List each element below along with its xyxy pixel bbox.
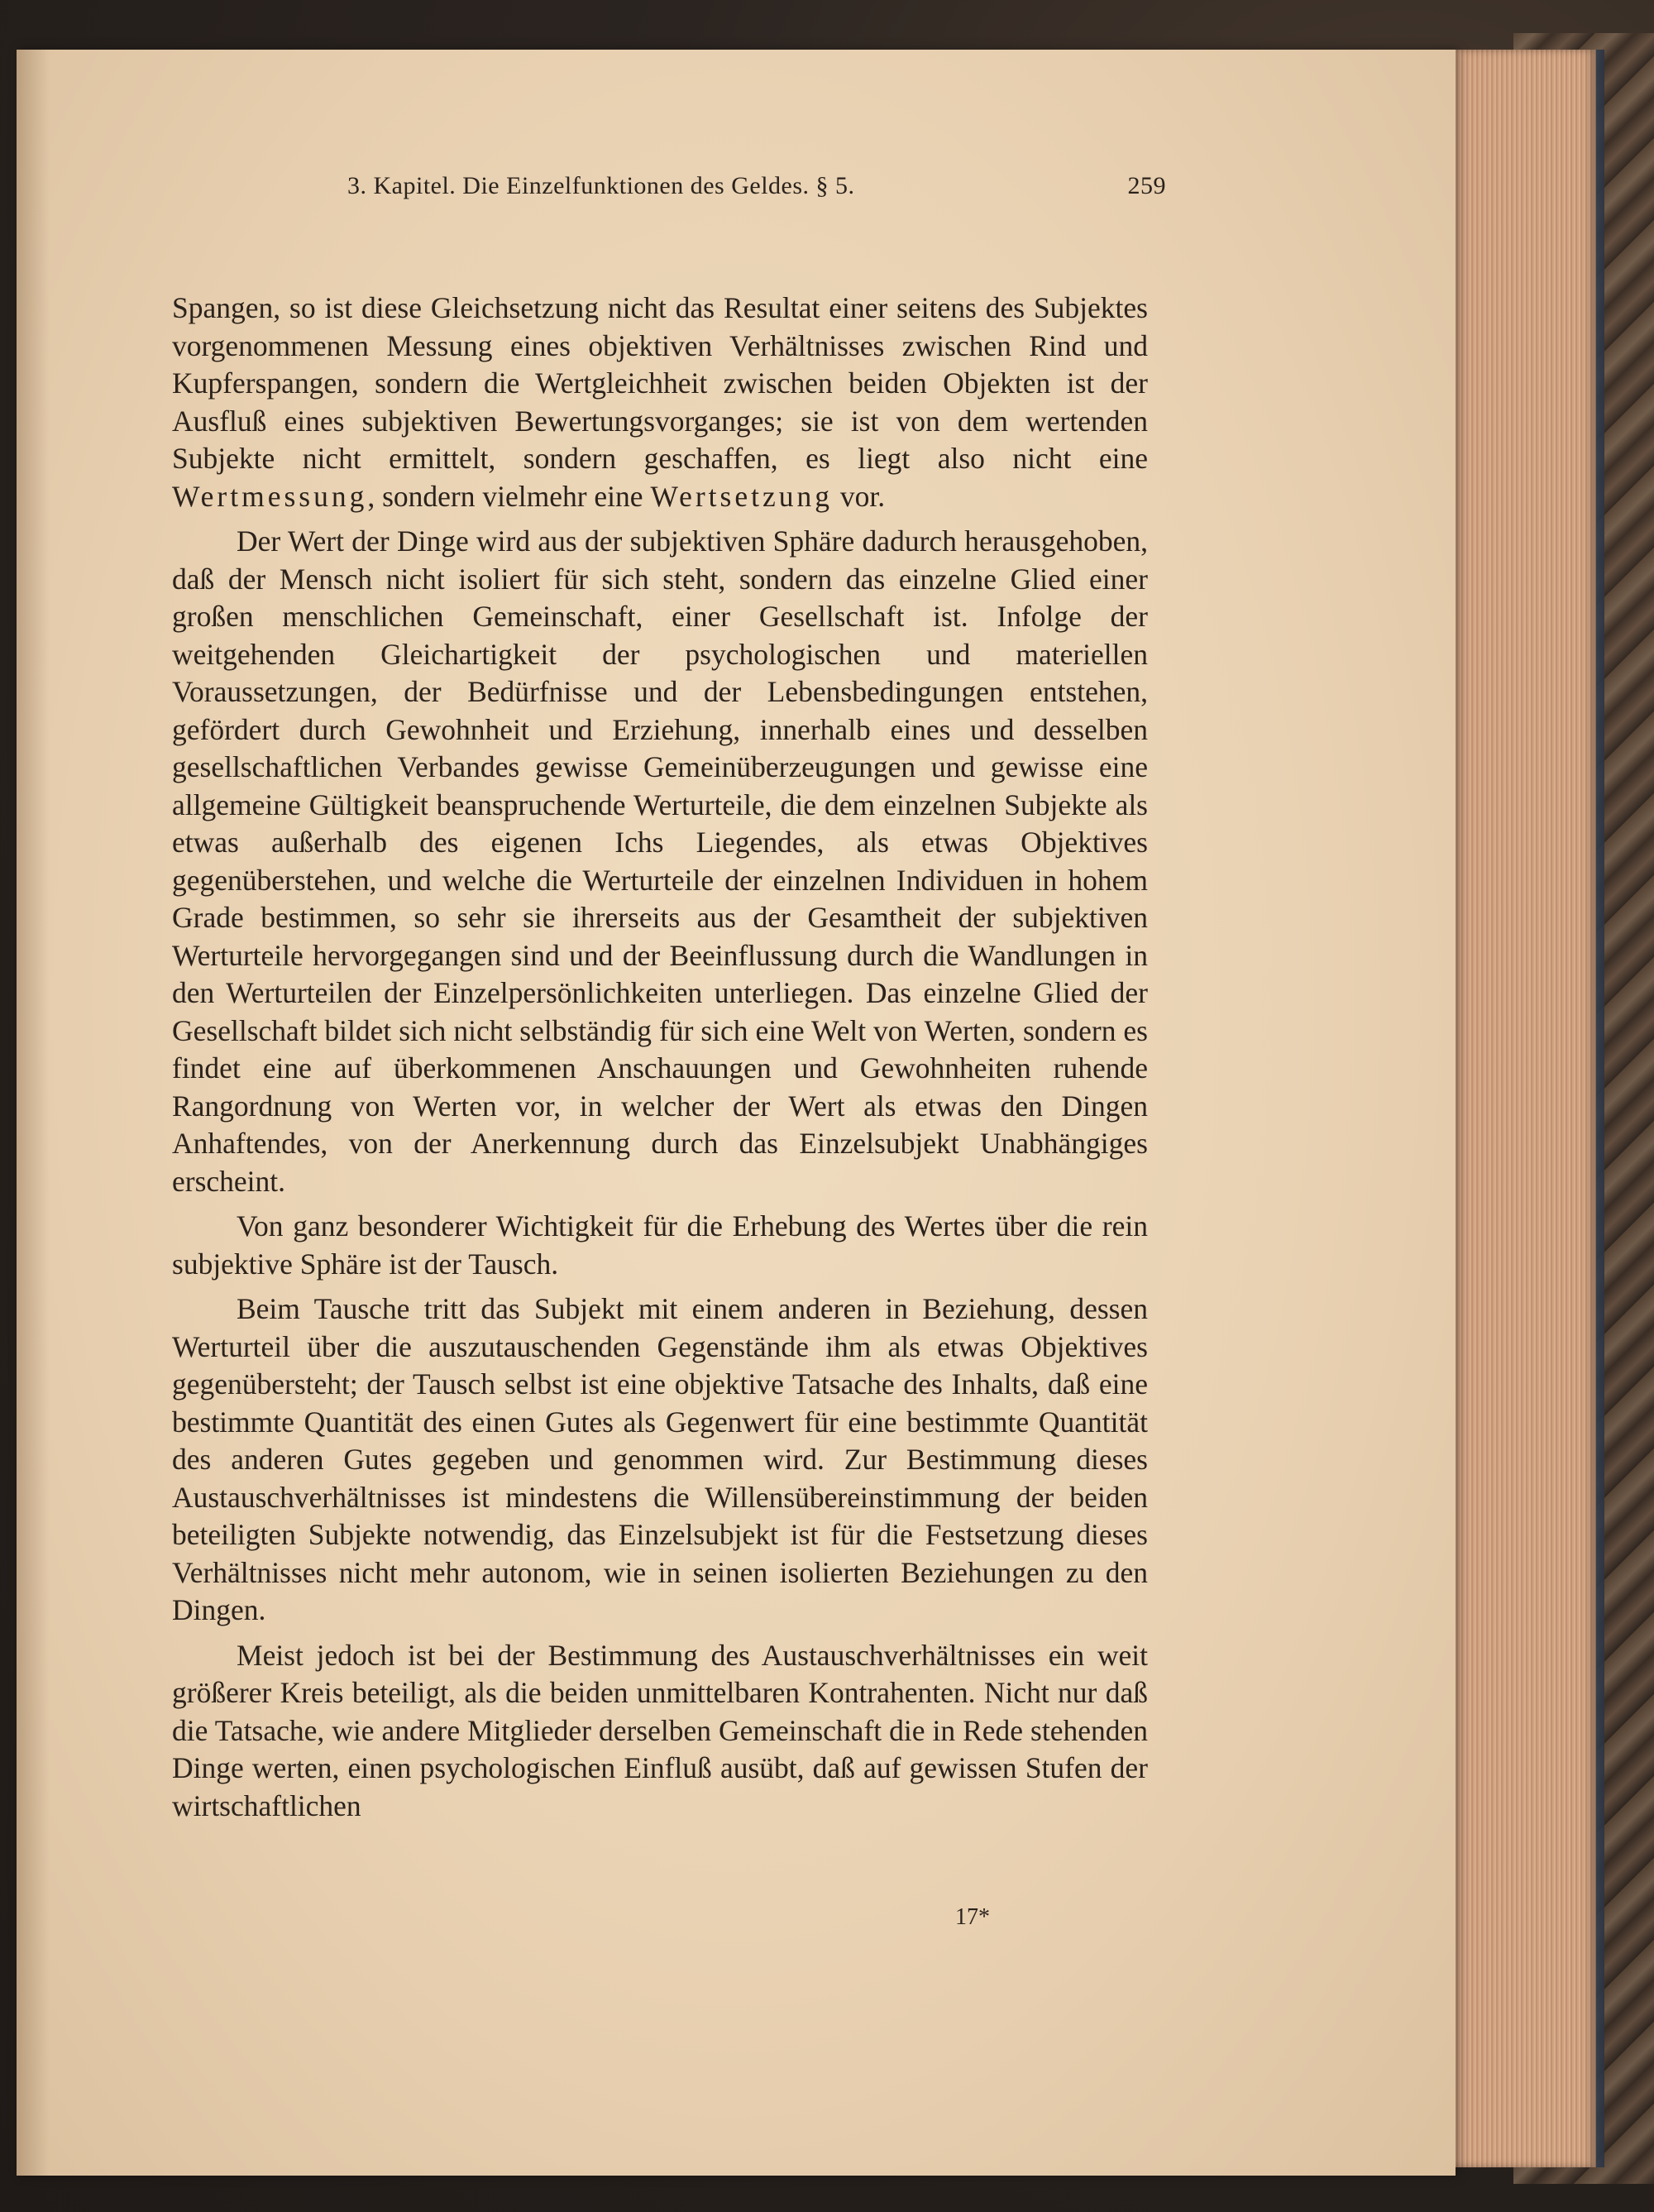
paragraph [172,1290,1148,1630]
running-head-title: 3. Kapitel. Die Einzelfunktionen des Geldes. § 5. [347,172,855,199]
spaced-emphasis: Wertmessung [172,479,368,513]
paragraph [172,290,1148,515]
text-run: , sondern vielmehr eine [367,479,651,513]
running-head [347,172,1166,208]
page-block-edge [1439,50,1596,2167]
body-text [172,290,1148,1825]
paragraph [172,1637,1148,1826]
text-run: Von ganz besonderer Wichtigkeit für die Erhebung des Wertes über die rein subjektive Sphäre ist der Tausch. [172,1209,1148,1281]
spaced-emphasis: Wertsetzung [650,479,833,513]
paragraph [172,1208,1148,1283]
text-run: Spangen, so ist diese Gleichsetzung nicht das Resultat einer seitens des Subjektes vorgenommenen Messung eines objektiven Verhältnisses zwischen Rind und Kupferspangen, sondern die Wertgleichheit zwischen beiden Objekten ist der Ausfluß eines subjektiven Bewertungsvorganges; sie ist von dem wertenden Subjekte nicht ermittelt, sondern geschaffen, es liegt also nicht eine [172,291,1148,475]
page-number: 259 [1127,172,1166,199]
paragraph [172,523,1148,1200]
signature-mark: 17* [955,1904,990,1930]
text-run: Der Wert der Dinge wird aus der subjektiven Sphäre dadurch herausgehoben, daß der Mensch nicht isoliert für sich steht, sondern das einzelne Glied einer großen menschlichen Gemeinschaft, einer Gesellschaft ist. Infolge der weitgehenden Gleichartigkeit der psychologischen und materiellen Voraussetzungen, der Bedürfnisse und der Lebensbedingungen entstehen, gefördert durch Gewohnheit und Erziehung, innerhalb eines und desselben gesellschaftlichen Verbandes gewisse Gemeinüberzeugungen und gewisse eine allgemeine Gültigkeit beanspruchende Werturteile, die dem einzelnen Subjekte als etwas außerhalb des eigenen Ichs Liegendes, als etwas Objektives gegenüberstehen, und welche die Werturteile der einzelnen Individuen in hohem Grade bestimmen, so sehr sie ihrerseits aus der Gesamtheit der subjektiven Werturteile hervorgegangen sind und der Beeinflussung durch die Wandlungen in den Werturteilen der Einzelpersönlichkeiten unterliegen. Das einzelne Glied der Gesellschaft bildet sich nicht selbständig für sich eine Welt von Werten, sondern es findet eine auf überkommenen Anschauungen und Gewohnheiten ruhende Rangordnung von Werten vor, in welcher der Wert als etwas den Dingen Anhaftendes, von der Anerkennung durch das Einzelsubjekt Unabhängiges erscheint. [172,524,1148,1198]
text-run: vor. [832,479,886,513]
text-run: Beim Tausche tritt das Subjekt mit einem anderen in Beziehung, dessen Werturteil über die auszutauschenden Gegenstände ihm als etwas Objektives gegenübersteht; der Tausch selbst ist eine objektive Tatsache des Inhalts, daß eine bestimmte Quantität des einen Gutes als Gegenwert für eine bestimmte Quantität des anderen Gutes gegeben und genommen wird. Zur Bestimmung dieses Austauschverhältnisses ist mindestens die Willensübereinstimmung der beiden beteiligten Subjekte notwendig, das Einzelsubjekt ist für die Festsetzung dieses Verhältnisses nicht mehr autonom, wie in seinen isolierten Beziehungen zu den Dingen. [172,1292,1148,1626]
text-run: Meist jedoch ist bei der Bestimmung des Austauschverhältnisses ein weit größerer Kreis beteiligt, als die beiden unmittelbaren Kontrahenten. Nicht nur daß die Tatsache, wie andere Mitglieder derselben Gemeinschaft die in Rede stehenden Dinge werten, einen psychologischen Einfluß ausübt, daß auf gewissen Stufen der wirtschaftlichen [172,1638,1148,1822]
